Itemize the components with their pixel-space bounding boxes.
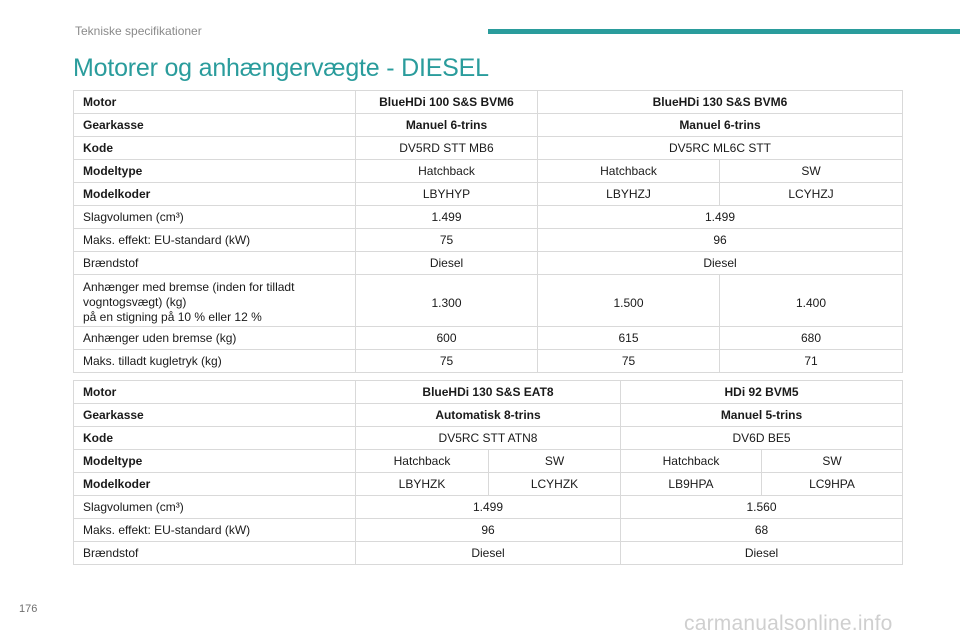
page-title: Motorer og anhængervægte - DIESEL bbox=[73, 54, 489, 82]
table-cell: 1.499 bbox=[356, 206, 538, 229]
table-cell: Hatchback bbox=[356, 450, 489, 473]
table-cell: LBYHZJ bbox=[538, 183, 720, 206]
table-row bbox=[74, 114, 903, 137]
table-cell: DV5RC ML6C STT bbox=[538, 137, 903, 160]
table-cell: SW bbox=[720, 160, 903, 183]
row-label: Slagvolumen (cm³) bbox=[74, 206, 356, 229]
table-cell: Diesel bbox=[621, 542, 903, 565]
row-label: Maks. effekt: EU-standard (kW) bbox=[74, 229, 356, 252]
watermark: carmanualsonline.info bbox=[684, 612, 893, 635]
table-row bbox=[74, 183, 903, 206]
table-cell: LCYHZJ bbox=[720, 183, 903, 206]
table-cell: 680 bbox=[720, 327, 903, 350]
table-row bbox=[74, 519, 903, 542]
table-cell: BlueHDi 130 S&S BVM6 bbox=[538, 91, 903, 114]
row-label: Slagvolumen (cm³) bbox=[74, 496, 356, 519]
table-row bbox=[74, 542, 903, 565]
table-cell: 600 bbox=[356, 327, 538, 350]
table-row bbox=[74, 229, 903, 252]
table-cell: 1.400 bbox=[720, 275, 903, 327]
row-label: Modelkoder bbox=[74, 473, 356, 496]
table-cell: Manuel 6-trins bbox=[356, 114, 538, 137]
table-cell: 75 bbox=[356, 229, 538, 252]
table-row bbox=[74, 381, 903, 404]
table-cell: 68 bbox=[621, 519, 903, 542]
table-cell: DV6D BE5 bbox=[621, 427, 903, 450]
row-label: Brændstof bbox=[74, 542, 356, 565]
spec-table-diesel-1 bbox=[73, 90, 903, 373]
row-label-trailer-braked bbox=[74, 275, 356, 327]
table-cell: BlueHDi 100 S&S BVM6 bbox=[356, 91, 538, 114]
table-cell: DV5RD STT MB6 bbox=[356, 137, 538, 160]
table-cell: 75 bbox=[356, 350, 538, 373]
table-cell: SW bbox=[762, 450, 903, 473]
table-cell: HDi 92 BVM5 bbox=[621, 381, 903, 404]
table-cell: Diesel bbox=[356, 542, 621, 565]
table-cell: Automatisk 8-trins bbox=[356, 404, 621, 427]
table-row bbox=[74, 496, 903, 519]
table-cell: 1.499 bbox=[538, 206, 903, 229]
table-row bbox=[74, 137, 903, 160]
table-row bbox=[74, 473, 903, 496]
table-cell: LCYHZK bbox=[489, 473, 621, 496]
table-cell: Hatchback bbox=[621, 450, 762, 473]
label-line: på en stigning på 10 % eller 12 % bbox=[83, 310, 262, 324]
table-cell: 96 bbox=[356, 519, 621, 542]
table-cell: Manuel 6-trins bbox=[538, 114, 903, 137]
table-cell: SW bbox=[489, 450, 621, 473]
page-number: 176 bbox=[19, 603, 38, 615]
table-cell: Diesel bbox=[538, 252, 903, 275]
table-cell: 71 bbox=[720, 350, 903, 373]
row-label: Maks. effekt: EU-standard (kW) bbox=[74, 519, 356, 542]
label-line: Anhænger med bremse (inden for tilladt bbox=[83, 280, 295, 294]
table-row bbox=[74, 427, 903, 450]
table-row bbox=[74, 327, 903, 350]
table-row bbox=[74, 450, 903, 473]
header-accent-bar bbox=[488, 29, 960, 34]
spec-table-diesel-2 bbox=[73, 380, 903, 565]
table-cell: Diesel bbox=[356, 252, 538, 275]
table-row bbox=[74, 404, 903, 427]
row-label: Maks. tilladt kugletryk (kg) bbox=[74, 350, 356, 373]
row-label: Kode bbox=[74, 427, 356, 450]
row-label: Modeltype bbox=[74, 160, 356, 183]
table-cell: Hatchback bbox=[538, 160, 720, 183]
table-cell: DV5RC STT ATN8 bbox=[356, 427, 621, 450]
table-row bbox=[74, 252, 903, 275]
table-cell: 96 bbox=[538, 229, 903, 252]
table-cell: LC9HPA bbox=[762, 473, 903, 496]
table-row bbox=[74, 350, 903, 373]
table-cell: 615 bbox=[538, 327, 720, 350]
row-label: Gearkasse bbox=[74, 404, 356, 427]
row-label: Modeltype bbox=[74, 450, 356, 473]
table-row bbox=[74, 206, 903, 229]
table-cell: 1.500 bbox=[538, 275, 720, 327]
table-cell: 75 bbox=[538, 350, 720, 373]
table-cell: LBYHYP bbox=[356, 183, 538, 206]
row-label: Anhænger uden bremse (kg) bbox=[74, 327, 356, 350]
table-row bbox=[74, 160, 903, 183]
table-cell: 1.560 bbox=[621, 496, 903, 519]
table-row bbox=[74, 275, 903, 327]
table-cell: LBYHZK bbox=[356, 473, 489, 496]
table-cell: BlueHDi 130 S&S EAT8 bbox=[356, 381, 621, 404]
table-cell: Manuel 5-trins bbox=[621, 404, 903, 427]
table-cell: LB9HPA bbox=[621, 473, 762, 496]
table-cell: 1.300 bbox=[356, 275, 538, 327]
row-label: Motor bbox=[74, 381, 356, 404]
row-label: Motor bbox=[74, 91, 356, 114]
row-label: Modelkoder bbox=[74, 183, 356, 206]
row-label: Gearkasse bbox=[74, 114, 356, 137]
table-cell: Hatchback bbox=[356, 160, 538, 183]
row-label: Brændstof bbox=[74, 252, 356, 275]
section-label: Tekniske specifikationer bbox=[75, 24, 202, 38]
label-line: vogntogsvægt) (kg) bbox=[83, 295, 187, 309]
table-cell: 1.499 bbox=[356, 496, 621, 519]
row-label: Kode bbox=[74, 137, 356, 160]
table-row bbox=[74, 91, 903, 114]
